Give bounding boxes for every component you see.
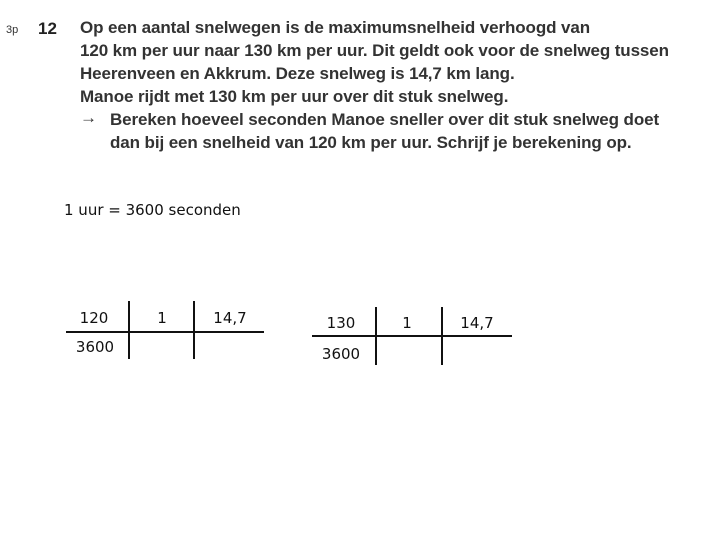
table-right-col-line-1: [375, 307, 377, 365]
question-line-2: 120 km per uur naar 130 km per uur. Dit geldt ook voor de snelweg tussen: [80, 41, 669, 60]
table-left-seconds: 3600: [75, 338, 115, 356]
table-right-distance: 14,7: [460, 314, 494, 332]
table-right-hours: 1: [402, 314, 412, 332]
question-line-4: Manoe rijdt met 130 km per uur over dit stuk snelweg.: [80, 87, 509, 106]
table-left-hours: 1: [157, 309, 167, 327]
question-line-3: Heerenveen en Akkrum. Deze snelweg is 14,7 km lang.: [80, 64, 515, 83]
question-line-1: Op een aantal snelwegen is de maximumsnelheid verhoogd van: [80, 18, 591, 37]
task-line-2: dan bij een snelheid van 120 km per uur. Schrijf je berekening op.: [110, 133, 632, 152]
arrow-icon: →: [80, 108, 97, 127]
points-label: 3p: [6, 24, 19, 36]
conversion-note: 1 uur = 3600 seconden: [64, 201, 241, 219]
table-right-col-line-2: [441, 307, 443, 365]
question-number: 12: [38, 19, 57, 38]
table-right-seconds: 3600: [321, 345, 361, 363]
task-line-1: Bereken hoeveel seconden Manoe sneller over dit stuk snelweg doet: [110, 110, 660, 129]
table-left-col-line-2: [193, 301, 195, 359]
table-left-divider: [66, 331, 264, 333]
table-left-col-line-1: [128, 301, 130, 359]
table-left-speed: 120: [79, 309, 109, 327]
table-right-speed: 130: [326, 314, 356, 332]
table-left-distance: 14,7: [213, 309, 247, 327]
table-right-divider: [312, 335, 512, 337]
